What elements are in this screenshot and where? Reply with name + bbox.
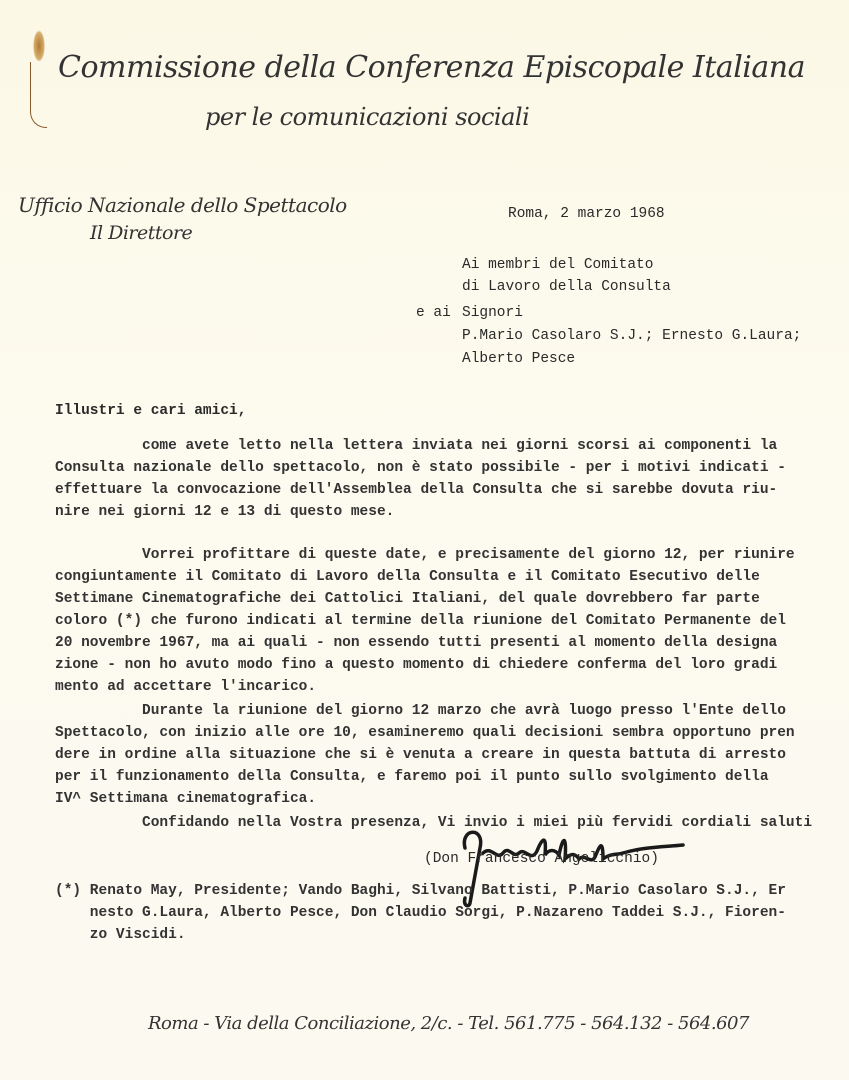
letterhead-footer: Roma - Via della Conciliazione, 2/c. - Tel. 561.775 - 564.132 - 564.607 xyxy=(148,1013,749,1034)
text-line: Consulta nazionale dello spettacolo, non è stato possibile - per i motivi indicati - xyxy=(55,460,786,476)
recipient-line: P.Mario Casolaro S.J.; Ernesto G.Laura; xyxy=(462,328,802,344)
text-line: nire nei giorni 12 e 13 di questo mese. xyxy=(55,504,395,520)
text-line: Settimane Cinematografiche dei Cattolici Italiani, del quale dovrebbero far parte xyxy=(55,591,760,607)
text-line: Durante la riunione del giorno 12 marzo che avrà luogo presso l'Ente dello xyxy=(55,703,786,719)
letterhead-subtitle: per le comunicazioni sociali xyxy=(205,103,530,131)
paper-stain xyxy=(33,30,45,62)
recipient-prefix: e ai xyxy=(416,305,451,321)
text-line: zione - non ho avuto modo fino a questo momento di chiedere conferma del loro gradi xyxy=(55,657,778,673)
paper-mark xyxy=(30,62,47,128)
office-role: Il Direttore xyxy=(90,222,193,244)
text-line: come avete letto nella lettera inviata nei giorni scorsi ai componenti la xyxy=(55,438,778,454)
recipient-line: di Lavoro della Consulta xyxy=(462,279,671,295)
paragraph-2 xyxy=(55,544,835,698)
signatory-name: (Don Francesco Angelicchio) xyxy=(424,851,659,867)
recipient-line: Alberto Pesce xyxy=(462,351,576,367)
office-name: Ufficio Nazionale dello Spettacolo xyxy=(18,193,347,217)
text-line: effettuare la convocazione dell'Assemblea della Consulta che si sarebbe dovuta riu- xyxy=(55,482,778,498)
text-line: 20 novembre 1967, ma ai quali - non essendo tutti presenti al momento della designa xyxy=(55,635,778,651)
text-line: Spettacolo, con inizio alle ore 10, esamineremo quali decisioni sembra opportuno pren xyxy=(55,725,795,741)
text-line: Vorrei profittare di queste date, e precisamente del giorno 12, per riunire xyxy=(55,547,795,563)
footnote xyxy=(55,880,835,946)
footnote-line: zo Viscidi. xyxy=(55,927,186,943)
letter-date: Roma, 2 marzo 1968 xyxy=(508,206,665,222)
letterhead-title: Commissione della Conferenza Episcopale Italiana xyxy=(58,50,805,85)
text-line: Confidando nella Vostra presenza, Vi invio i miei più fervidi cordiali saluti xyxy=(55,815,813,831)
paragraph-3 xyxy=(55,700,835,810)
paragraph-1 xyxy=(55,435,835,523)
text-line: mento ad accettare l'incarico. xyxy=(55,679,317,695)
footnote-line: (*) Renato May, Presidente; Vando Baghi, Silvano Battisti, P.Mario Casolaro S.J., Er xyxy=(55,883,786,899)
text-line: congiuntamente il Comitato di Lavoro della Consulta e il Comitato Esecutivo delle xyxy=(55,569,760,585)
recipient-line: Signori xyxy=(462,305,523,321)
salutation: Illustri e cari amici, xyxy=(55,403,247,419)
text-line: IV^ Settimana cinematografica. xyxy=(55,791,317,807)
text-line: per il funzionamento della Consulta, e faremo poi il punto sullo svolgimento della xyxy=(55,769,769,785)
recipient-line: Ai membri del Comitato xyxy=(462,257,654,273)
footnote-line: nesto G.Laura, Alberto Pesce, Don Claudio Sorgi, P.Nazareno Taddei S.J., Fioren- xyxy=(55,905,786,921)
text-line: dere in ordine alla situazione che si è venuta a creare in questa battuta di arresto xyxy=(55,747,786,763)
text-line: coloro (*) che furono indicati al termine della riunione del Comitato Permanente del xyxy=(55,613,786,629)
